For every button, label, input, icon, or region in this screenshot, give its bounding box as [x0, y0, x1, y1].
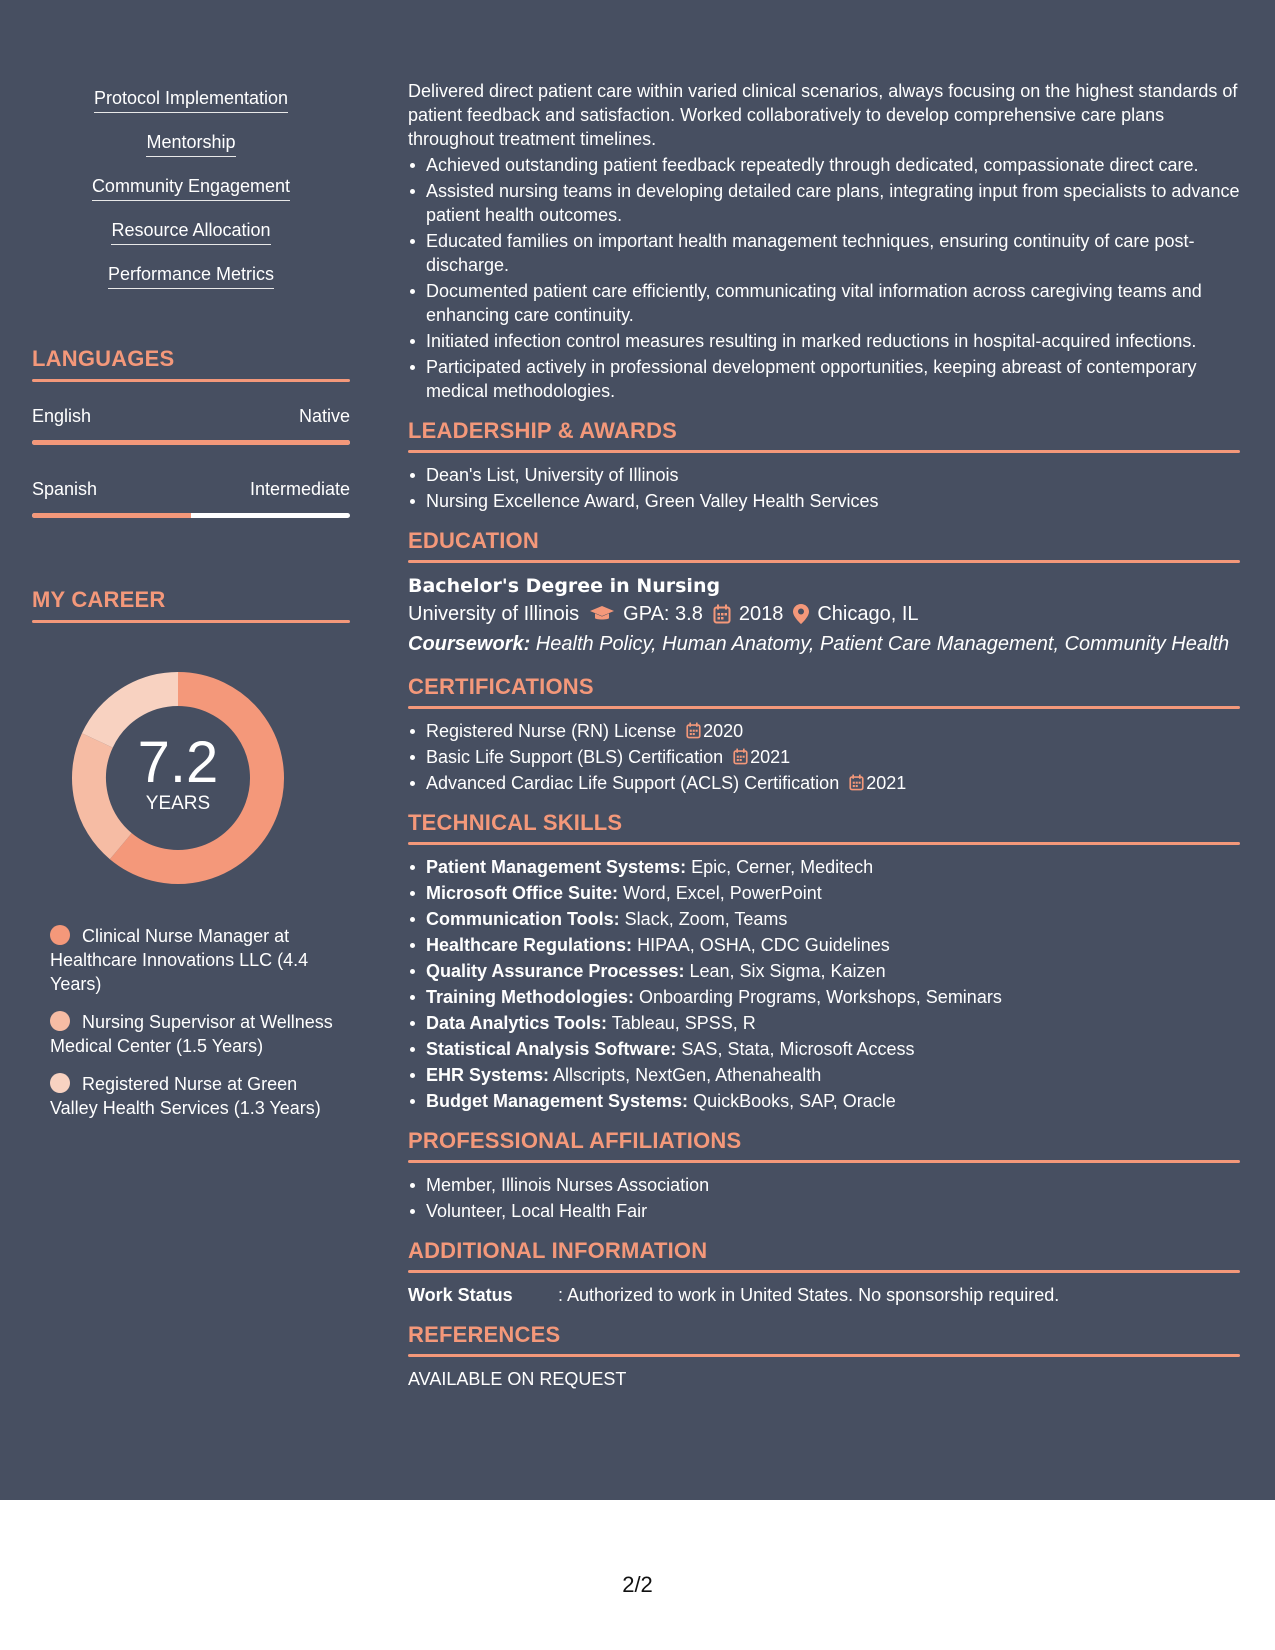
legend-dot — [50, 1011, 70, 1031]
skill-values: Onboarding Programs, Workshops, Seminars — [634, 987, 1002, 1007]
career-total-unit: YEARS — [145, 793, 211, 814]
experience-description: Delivered direct patient care within varied clinical scenarios, always focusing on the highest standards of patient feedback and satisfaction. Worked collaboratively to develop comprehensive care plans throughout treatment timelines. — [408, 81, 1238, 149]
experience-bullets — [408, 153, 1240, 403]
affiliation-item: Member, Illinois Nurses Association — [426, 1173, 1240, 1197]
experience-bullet: Educated families on important health management techniques, ensuring continuity of care post-discharge. — [426, 229, 1240, 277]
experience-bullet: Achieved outstanding patient feedback repeatedly through dedicated, compassionate direct care. — [426, 153, 1240, 177]
school-location: Chicago, IL — [817, 603, 919, 625]
section-rule — [408, 1270, 1240, 1273]
section-rule — [408, 450, 1240, 453]
section-rule — [408, 1160, 1240, 1163]
references-section — [408, 1321, 1240, 1391]
career-item — [50, 1010, 340, 1058]
skill-values: Slack, Zoom, Teams — [619, 909, 788, 929]
section-rule — [408, 1354, 1240, 1357]
leadership-item: Nursing Excellence Award, Green Valley Health Services — [426, 489, 1240, 513]
gpa: GPA: 3.8 — [623, 603, 703, 625]
skill-category: Microsoft Office Suite: — [426, 883, 619, 903]
graduation-cap-icon — [589, 605, 615, 623]
experience-bullet: Participated actively in professional development opportunities, keeping abreast of contemporary medical methodologies. — [426, 355, 1240, 403]
skill-values: Epic, Cerner, Meditech — [686, 857, 874, 877]
technical-skill-item — [426, 1089, 1240, 1113]
skill-category: Budget Management Systems: — [426, 1091, 689, 1111]
certification-item — [426, 745, 1240, 769]
certifications-list — [408, 719, 1240, 795]
language-level: Intermediate — [249, 479, 350, 499]
certification-name: Registered Nurse (RN) License — [426, 721, 677, 741]
right-column — [408, 79, 1240, 1391]
skill-category: Data Analytics Tools: — [426, 1013, 608, 1033]
leadership-item: Dean's List, University of Illinois — [426, 463, 1240, 487]
legend-dot — [50, 925, 70, 945]
language-item — [32, 477, 350, 518]
section-rule — [32, 620, 350, 623]
school-name: University of Illinois — [408, 603, 580, 625]
skill-category: Healthcare Regulations: — [426, 935, 633, 955]
experience-bullet: Assisted nursing teams in developing detailed care plans, integrating input from specialists to advance patient health outcomes. — [426, 181, 1240, 225]
leadership-section — [408, 417, 1240, 513]
coursework-label: Coursework: — [408, 633, 531, 655]
calendar-icon — [849, 774, 864, 791]
skill-values: Word, Excel, PowerPoint — [618, 883, 822, 903]
certifications-section — [408, 673, 1240, 795]
skill-values: Allscripts, NextGen, Athenahealth — [549, 1065, 822, 1085]
technical-skills-list — [408, 855, 1240, 1113]
affiliation-item: Volunteer, Local Health Fair — [426, 1199, 1240, 1223]
calendar-icon — [686, 722, 701, 739]
career-section — [32, 586, 350, 623]
skill-item: Community Engagement — [92, 174, 290, 201]
certification-item — [426, 719, 1240, 743]
career-legend — [50, 924, 340, 1134]
certification-name: Advanced Cardiac Life Support (ACLS) Certification — [426, 773, 840, 793]
languages-title: LANGUAGES — [32, 346, 175, 371]
work-status-label: Work Status — [408, 1285, 513, 1305]
skill-category: EHR Systems: — [426, 1065, 550, 1085]
language-name: Spanish — [32, 479, 98, 499]
legend-dot — [50, 1073, 70, 1093]
skill-values: SAS, Stata, Microsoft Access — [676, 1039, 915, 1059]
leadership-list — [408, 463, 1240, 513]
language-bar — [32, 513, 350, 518]
career-title: MY CAREER — [32, 587, 166, 612]
references-text: AVAILABLE ON REQUEST — [408, 1369, 627, 1389]
location-pin-icon — [793, 604, 809, 624]
certification-year: 2021 — [866, 773, 907, 793]
career-item — [50, 1072, 340, 1120]
language-bar-fill — [32, 440, 350, 445]
graduation-year: 2018 — [738, 603, 784, 625]
skill-values: HIPAA, OSHA, CDC Guidelines — [632, 935, 890, 955]
skill-category: Quality Assurance Processes: — [426, 961, 685, 981]
experience-bullet: Documented patient care efficiently, communicating vital information across caregiving teams and enhancing care continuity. — [426, 279, 1240, 327]
degree-name: Bachelor's Degree in Nursing — [408, 575, 721, 597]
career-label: Nursing Supervisor at Wellness Medical Center (1.5 Years) — [50, 1012, 333, 1056]
coursework-list: Health Policy, Human Anatomy, Patient Care Management, Community Health — [530, 633, 1230, 655]
career-total-years: 7.2 — [137, 730, 219, 795]
education-title: EDUCATION — [408, 528, 539, 553]
technical-skill-item — [426, 959, 1240, 983]
career-item — [50, 924, 340, 996]
page-number: 2/2 — [622, 1572, 653, 1597]
affiliations-list — [408, 1173, 1240, 1223]
section-rule — [408, 706, 1240, 709]
skill-item: Mentorship — [146, 130, 235, 157]
career-donut-chart — [66, 666, 290, 890]
skill-item: Performance Metrics — [108, 262, 274, 289]
donut-center — [66, 666, 290, 890]
affiliations-section — [408, 1127, 1240, 1223]
language-item — [32, 404, 350, 445]
additional-info-section — [408, 1237, 1240, 1307]
work-status-row — [408, 1283, 1240, 1307]
certification-year: 2021 — [750, 747, 791, 767]
language-bar-fill — [32, 513, 191, 518]
technical-skill-item — [426, 907, 1240, 931]
technical-skill-item — [426, 881, 1240, 905]
certifications-title: CERTIFICATIONS — [408, 674, 594, 699]
technical-skill-item — [426, 933, 1240, 957]
skill-values: Lean, Six Sigma, Kaizen — [684, 961, 886, 981]
technical-skill-item — [426, 1011, 1240, 1035]
language-bar — [32, 440, 350, 445]
education-section — [408, 527, 1240, 659]
certification-year: 2020 — [703, 721, 744, 741]
language-level: Native — [298, 406, 350, 426]
language-name: English — [32, 406, 92, 426]
affiliations-title: PROFESSIONAL AFFILIATIONS — [408, 1128, 742, 1153]
skill-values: Tableau, SPSS, R — [607, 1013, 756, 1033]
calendar-icon — [713, 604, 731, 624]
skill-values: QuickBooks, SAP, Oracle — [688, 1091, 896, 1111]
skill-category: Patient Management Systems: — [426, 857, 687, 877]
coursework — [408, 629, 1240, 659]
certification-name: Basic Life Support (BLS) Certification — [426, 747, 724, 767]
experience-bullet: Initiated infection control measures resulting in marked reductions in hospital-acquired infections. — [426, 329, 1240, 353]
certification-item — [426, 771, 1240, 795]
leadership-title: LEADERSHIP & AWARDS — [408, 418, 678, 443]
technical-skill-item — [426, 1037, 1240, 1061]
technical-skill-item — [426, 1063, 1240, 1087]
languages-section — [32, 345, 350, 518]
skill-item: Resource Allocation — [111, 218, 270, 245]
career-label: Clinical Nurse Manager at Healthcare Innovations LLC (4.4 Years) — [50, 926, 309, 994]
skill-category: Communication Tools: — [426, 909, 620, 929]
technical-skills-title: TECHNICAL SKILLS — [408, 810, 623, 835]
calendar-icon — [733, 748, 748, 765]
skills-list — [32, 86, 350, 306]
career-label: Registered Nurse at Green Valley Health Services (1.3 Years) — [50, 1074, 321, 1118]
work-status-value: : Authorized to work in United States. No sponsorship required. — [558, 1285, 1060, 1305]
section-rule — [32, 379, 350, 382]
technical-skill-item — [426, 985, 1240, 1009]
technical-skills-section — [408, 809, 1240, 1113]
technical-skill-item — [426, 855, 1240, 879]
section-rule — [408, 842, 1240, 845]
references-title: REFERENCES — [408, 1322, 561, 1347]
skill-category: Training Methodologies: — [426, 987, 634, 1007]
education-details — [408, 599, 1240, 629]
section-rule — [408, 560, 1240, 563]
additional-info-title: ADDITIONAL INFORMATION — [408, 1238, 708, 1263]
skill-category: Statistical Analysis Software: — [426, 1039, 677, 1059]
skill-item: Protocol Implementation — [94, 86, 288, 113]
